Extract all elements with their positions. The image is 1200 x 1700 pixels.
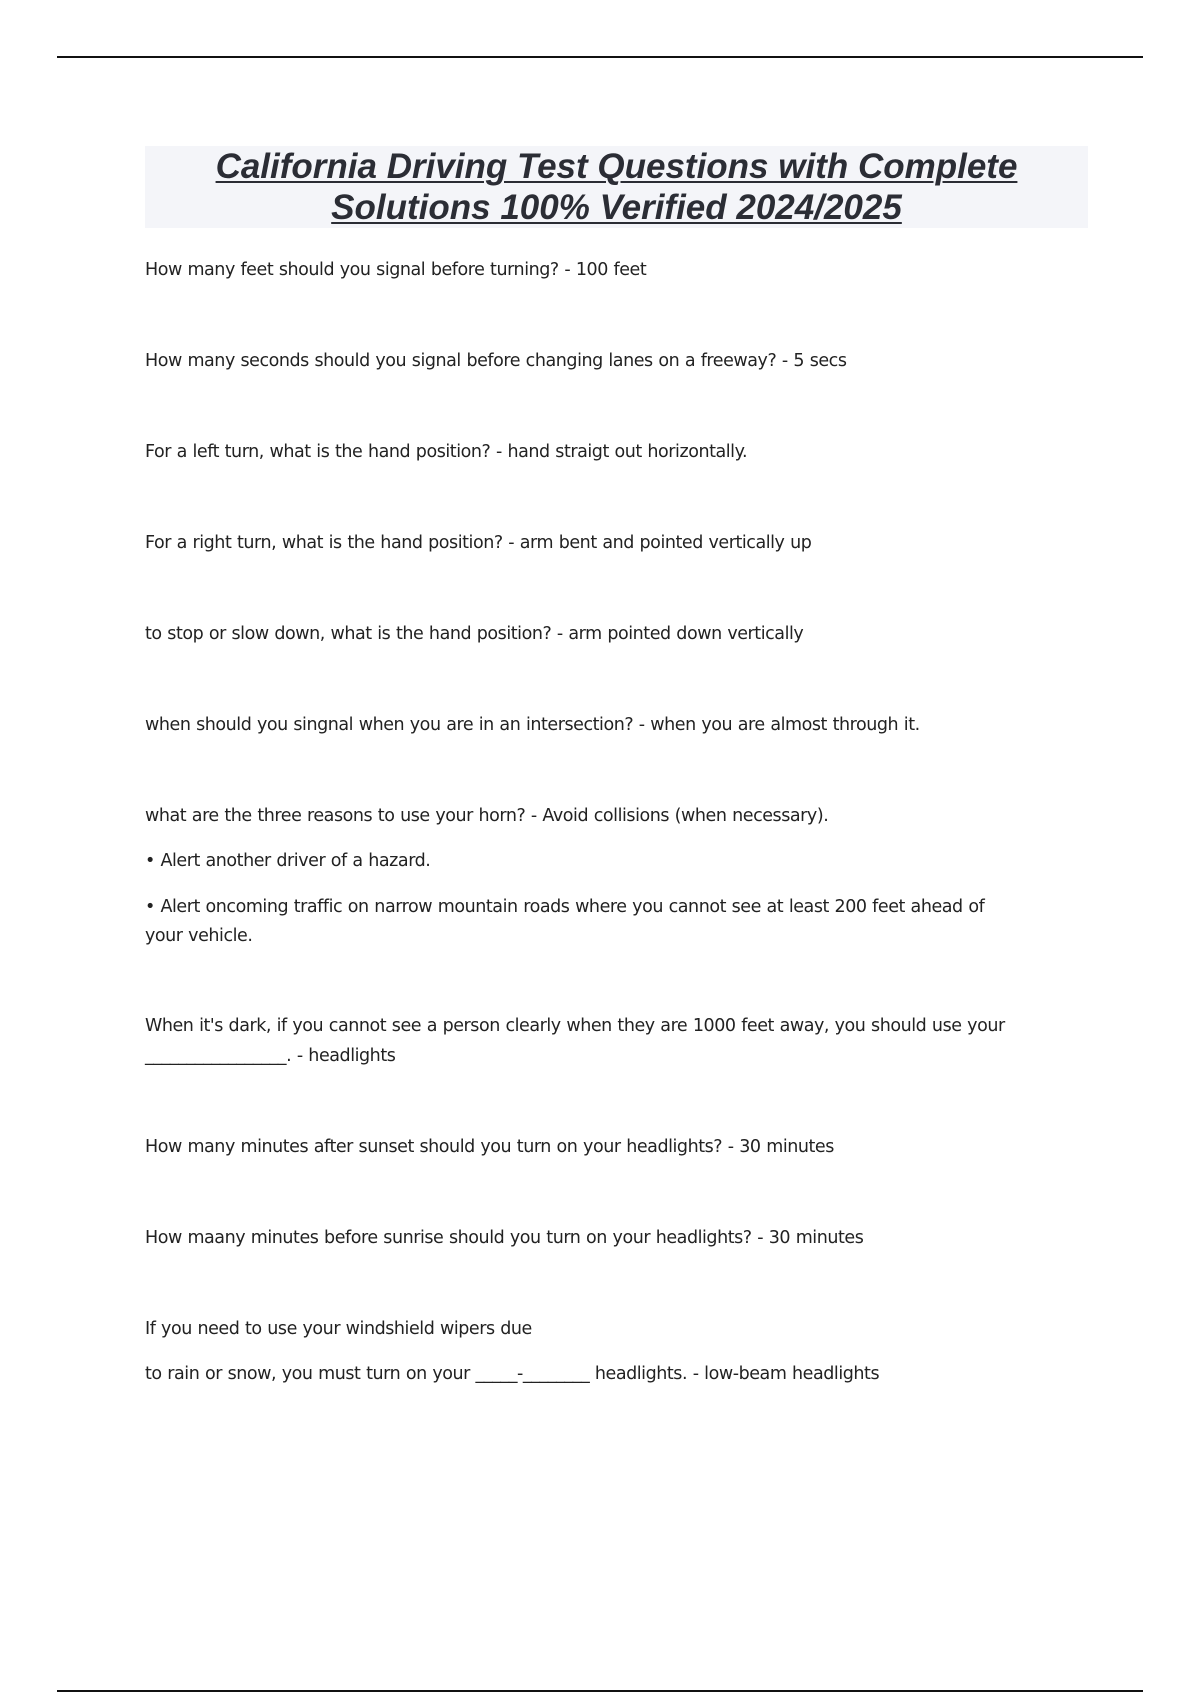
bottom-rule bbox=[57, 1690, 1143, 1692]
qa-item-dark-answer: _________________. - headlights bbox=[145, 1046, 396, 1066]
qa-item-horn: what are the three reasons to use your horn? - Avoid collisions (when necessary). bbox=[145, 806, 829, 826]
qa-item-before-sunrise: How maany minutes before sunrise should you turn on your headlights? - 30 minutes bbox=[145, 1228, 864, 1248]
qa-item-horn-bullet-2: • Alert oncoming traffic on narrow mountain roads where you cannot see at least 200 feet ahead of bbox=[145, 897, 985, 917]
qa-item-wipers: If you need to use your windshield wipers due bbox=[145, 1319, 532, 1339]
qa-item-freeway-signal: How many seconds should you signal before changing lanes on a freeway? - 5 secs bbox=[145, 351, 847, 371]
qa-item-horn-bullet-2-cont: your vehicle. bbox=[145, 926, 253, 946]
qa-item-dark: When it's dark, if you cannot see a person clearly when they are 1000 feet away, you should use your bbox=[145, 1016, 1005, 1036]
qa-item-after-sunset: How many minutes after sunset should you turn on your headlights? - 30 minutes bbox=[145, 1137, 834, 1157]
qa-item-right-turn: For a right turn, what is the hand position? - arm bent and pointed vertically up bbox=[145, 533, 812, 553]
top-rule bbox=[57, 56, 1143, 58]
title-line-2: Solutions 100% Verified 2024/2025 bbox=[331, 188, 902, 227]
qa-item-horn-bullet-1: • Alert another driver of a hazard. bbox=[145, 851, 431, 871]
qa-item-stop-signal: to stop or slow down, what is the hand position? - arm pointed down vertically bbox=[145, 624, 804, 644]
document-title bbox=[145, 146, 1088, 228]
qa-item-signal-distance: How many feet should you signal before turning? - 100 feet bbox=[145, 260, 647, 280]
qa-item-intersection: when should you singnal when you are in an intersection? - when you are almost through it. bbox=[145, 715, 920, 735]
qa-item-left-turn: For a left turn, what is the hand position? - hand straigt out horizontally. bbox=[145, 442, 748, 462]
qa-item-wipers-answer: to rain or snow, you must turn on your _____-________ headlights. - low-beam headlights bbox=[145, 1364, 880, 1384]
title-line-1: California Driving Test Questions with Complete bbox=[215, 147, 1018, 186]
